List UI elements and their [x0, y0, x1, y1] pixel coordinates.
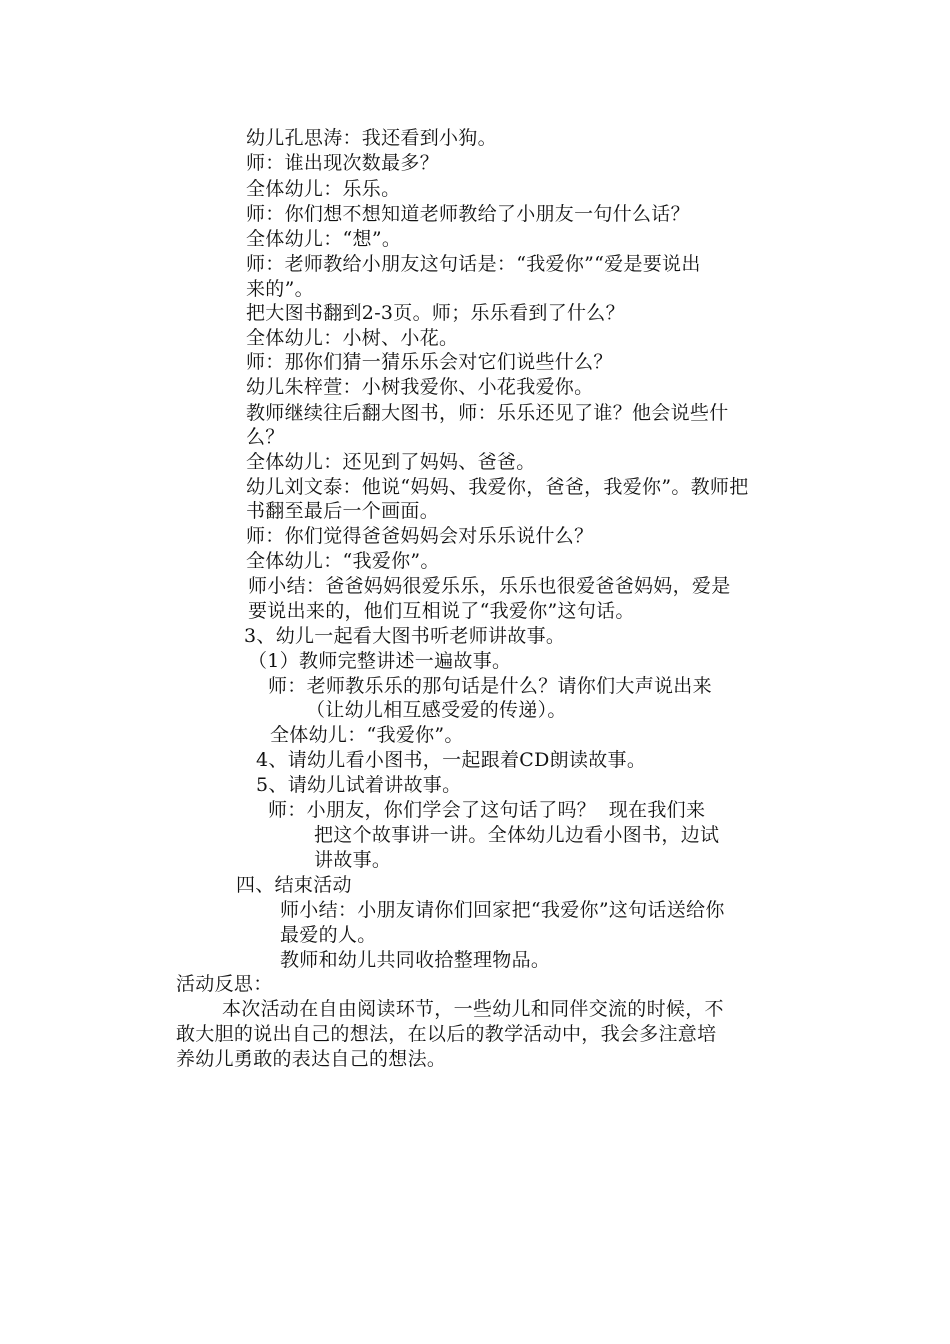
text-line: 幼儿刘文泰：他说“妈妈、我爱你，爸爸，我爱你”。教师把 — [246, 476, 749, 498]
text-line: 全体幼儿：乐乐。 — [246, 178, 401, 200]
text-line: 要说出来的，他们互相说了“我爱你”这句话。 — [248, 600, 635, 622]
text-line: 敢大胆的说出自己的想法，在以后的教学活动中，我会多注意培 — [176, 1023, 717, 1045]
text-line: 师小结：小朋友请你们回家把“我爱你”这句话送给你 — [280, 899, 725, 921]
text-line: 师：小朋友，你们学会了这句话了吗？ 现在我们来 — [268, 799, 706, 821]
text-line: 把大图书翻到2-3页。师；乐乐看到了什么？ — [246, 302, 625, 324]
text-line: 养幼儿勇敢的表达自己的想法。 — [176, 1048, 447, 1070]
text-line: 师：那你们猜一猜乐乐会对它们说些什么？ — [246, 351, 613, 373]
text-line: 师：你们想不想知道老师教给了小朋友一句什么话？ — [246, 203, 690, 225]
text-line: 讲故事。 — [314, 849, 392, 871]
text-line: 教师继续往后翻大图书，师：乐乐还见了谁？他会说些什 — [246, 402, 729, 424]
text-line: （1）教师完整讲述一遍故事。 — [248, 650, 512, 672]
section-heading: 活动反思： — [176, 973, 273, 995]
text-line: 3、幼儿一起看大图书听老师讲故事。 — [244, 625, 566, 647]
text-line: 幼儿朱梓萱：小树我爱你、小花我爱你。 — [246, 376, 594, 398]
text-line: 师：你们觉得爸爸妈妈会对乐乐说什么？ — [246, 525, 594, 547]
text-line: 教师和幼儿共同收拾整理物品。 — [280, 949, 551, 971]
section-heading: 四、结束活动 — [236, 874, 352, 896]
text-line: 全体幼儿：还见到了妈妈、爸爸。 — [246, 451, 536, 473]
text-line: 师小结：爸爸妈妈很爱乐乐，乐乐也很爱爸爸妈妈，爱是 — [248, 575, 731, 597]
text-line: 师：谁出现次数最多？ — [246, 152, 440, 174]
text-line: 么？ — [246, 426, 285, 448]
text-line: 全体幼儿：“我爱你”。 — [246, 550, 440, 572]
text-line: 全体幼儿：小树、小花。 — [246, 327, 459, 349]
text-line: 最爱的人。 — [280, 924, 377, 946]
text-line: 5、请幼儿试着讲故事。 — [256, 774, 462, 796]
text-line: 全体幼儿：“想”。 — [246, 228, 402, 250]
text-line: 全体幼儿：“我爱你”。 — [270, 724, 464, 746]
text-line: 来的”。 — [246, 278, 314, 300]
text-line: 书翻至最后一个画面。 — [246, 500, 440, 522]
text-line: 4、请幼儿看小图书，一起跟着CD朗读故事。 — [256, 749, 647, 771]
text-line: 师：老师教给小朋友这句话是：“我爱你”“爱是要说出 — [246, 253, 701, 275]
text-line: 幼儿孔思涛：我还看到小狗。 — [246, 127, 497, 149]
text-line: 把这个故事讲一讲。全体幼儿边看小图书，边试 — [314, 824, 720, 846]
text-line: 本次活动在自由阅读环节，一些幼儿和同伴交流的时候，不 — [222, 998, 724, 1020]
text-line: （让幼儿相互感受爱的传递）。 — [306, 699, 567, 721]
text-line: 师：老师教乐乐的那句话是什么？请你们大声说出来 — [268, 675, 712, 697]
